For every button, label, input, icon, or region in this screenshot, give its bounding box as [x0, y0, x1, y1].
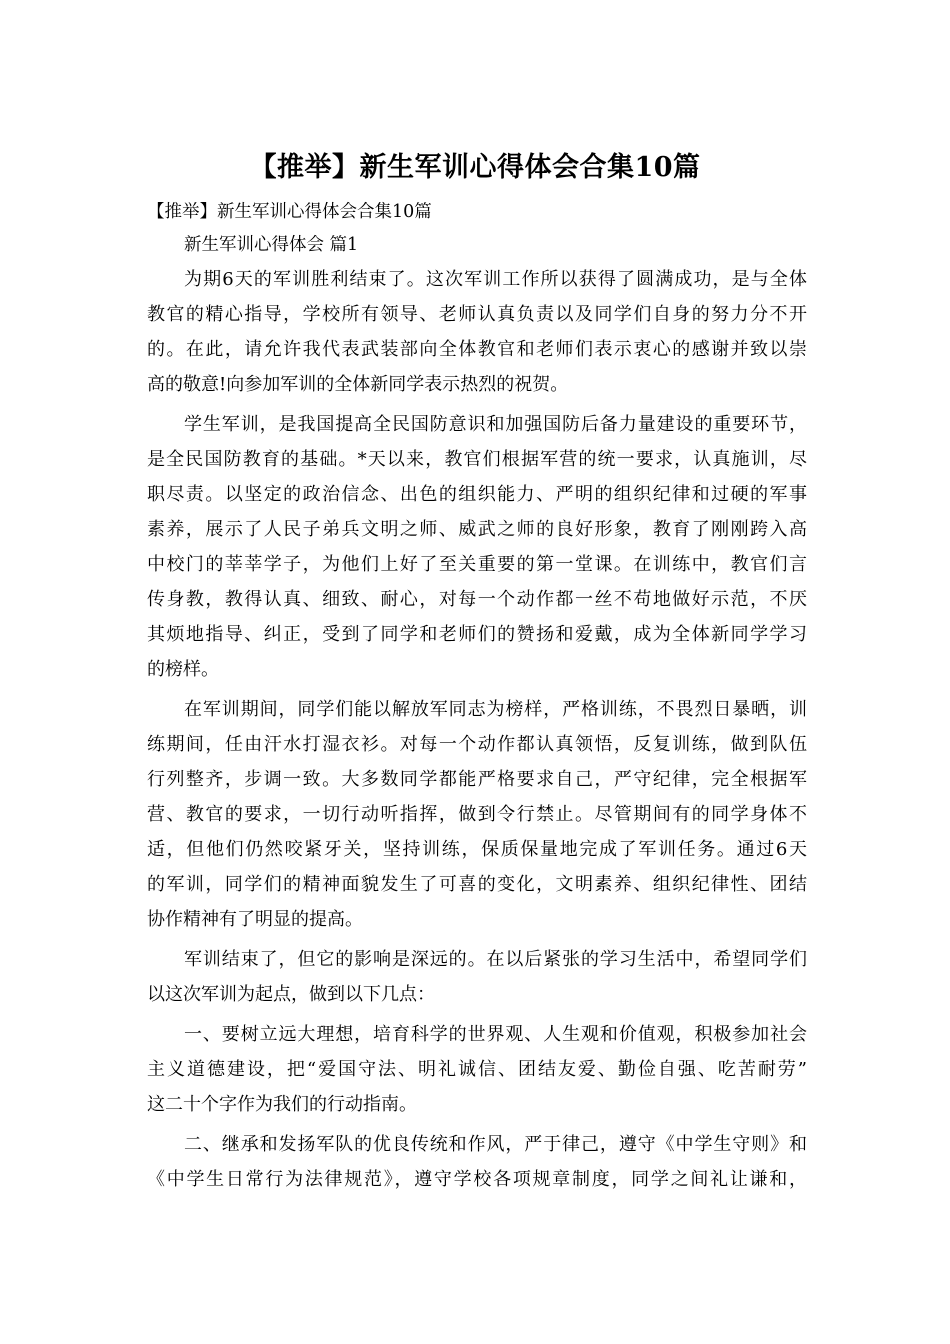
text-line: 是全民国防教育的基础。*天以来，教官们根据军营的统一要求，认真施训，尽 [147, 449, 807, 470]
text-line: 这二十个字作为我们的行动指南。 [147, 1094, 417, 1115]
text-line: 的军训，同学们的精神面貌发生了可喜的变化，文明素养、组织纪律性、团结 [147, 874, 807, 895]
text-line: 的榜样。 [147, 659, 219, 680]
text-line: 传身教，教得认真、细致、耐心，对每一个动作都一丝不苟地做好示范，不厌 [147, 589, 807, 610]
text-line: 素养，展示了人民子弟兵文明之师、威武之师的良好形象，教育了刚刚跨入高 [147, 519, 807, 540]
text-line: 协作精神有了明显的提高。 [147, 909, 363, 930]
text-line: 学生军训，是我国提高全民国防意识和加强国防后备力量建设的重要环节， [184, 414, 807, 435]
document-subtitle: 【推举】新生军训心得体会合集10篇 [147, 202, 432, 222]
text-line: 高的敬意!向参加军训的全体新同学表示热烈的祝贺。 [147, 374, 569, 395]
text-line: 其烦地指导、纠正，受到了同学和老师们的赞扬和爱戴，成为全体新同学学习 [147, 624, 807, 645]
text-line: 军训结束了，但它的影响是深远的。在以后紧张的学习生活中，希望同学们 [184, 949, 807, 970]
text-line: 适，但他们仍然咬紧牙关，坚持训练，保质保量地完成了军训任务。通过6天 [147, 839, 807, 860]
paragraph [147, 407, 807, 687]
document-title: 【推举】新生军训心得体会合集10篇 [249, 152, 701, 183]
text-line: 一、要树立远大理想，培育科学的世界观、人生观和价值观，积极参加社会 [184, 1024, 807, 1045]
paragraph [147, 1017, 807, 1122]
text-line: 行列整齐，步调一致。大多数同学都能严格要求自己，严守纪律，完全根据军 [147, 769, 807, 790]
paragraph [147, 942, 807, 1012]
paragraph [147, 692, 807, 937]
text-line: 在军训期间，同学们能以解放军同志为榜样，严格训练，不畏烈日暴晒，训 [184, 699, 807, 720]
text-line: 中校门的莘莘学子，为他们上好了至关重要的第一堂课。在训练中，教官们言 [147, 554, 807, 575]
text-line: 为期6天的军训胜利结束了。这次军训工作所以获得了圆满成功，是与全体 [184, 269, 807, 290]
text-line: 以这次军训为起点，做到以下几点： [147, 984, 435, 1005]
paragraph [147, 262, 807, 402]
text-line: 《中学生日常行为法律规范》，遵守学校各项规章制度，同学之间礼让谦和， [147, 1169, 807, 1190]
text-line: 练期间，任由汗水打湿衣衫。对每一个动作都认真领悟，反复训练，做到队伍 [147, 734, 807, 755]
text-line: 教官的精心指导，学校所有领导、老师认真负责以及同学们自身的努力分不开 [147, 304, 807, 325]
document-body [147, 262, 807, 1202]
text-line: 的。在此，请允许我代表武装部向全体教官和老师们表示衷心的感谢并致以崇 [147, 339, 807, 360]
text-line: 职尽责。以坚定的政治信念、出色的组织能力、严明的组织纪律和过硬的军事 [147, 484, 807, 505]
section-heading: 新生军训心得体会 篇1 [184, 235, 359, 255]
text-line: 营、教官的要求，一切行动听指挥，做到令行禁止。尽管期间有的同学身体不 [147, 804, 807, 825]
paragraph [147, 1127, 807, 1197]
text-line: 二、继承和发扬军队的优良传统和作风，严于律己，遵守《中学生守则》和 [184, 1134, 807, 1155]
text-line: 主义道德建设，把“爱国守法、明礼诚信、团结友爱、勤俭自强、吃苦耐劳” [147, 1059, 807, 1080]
